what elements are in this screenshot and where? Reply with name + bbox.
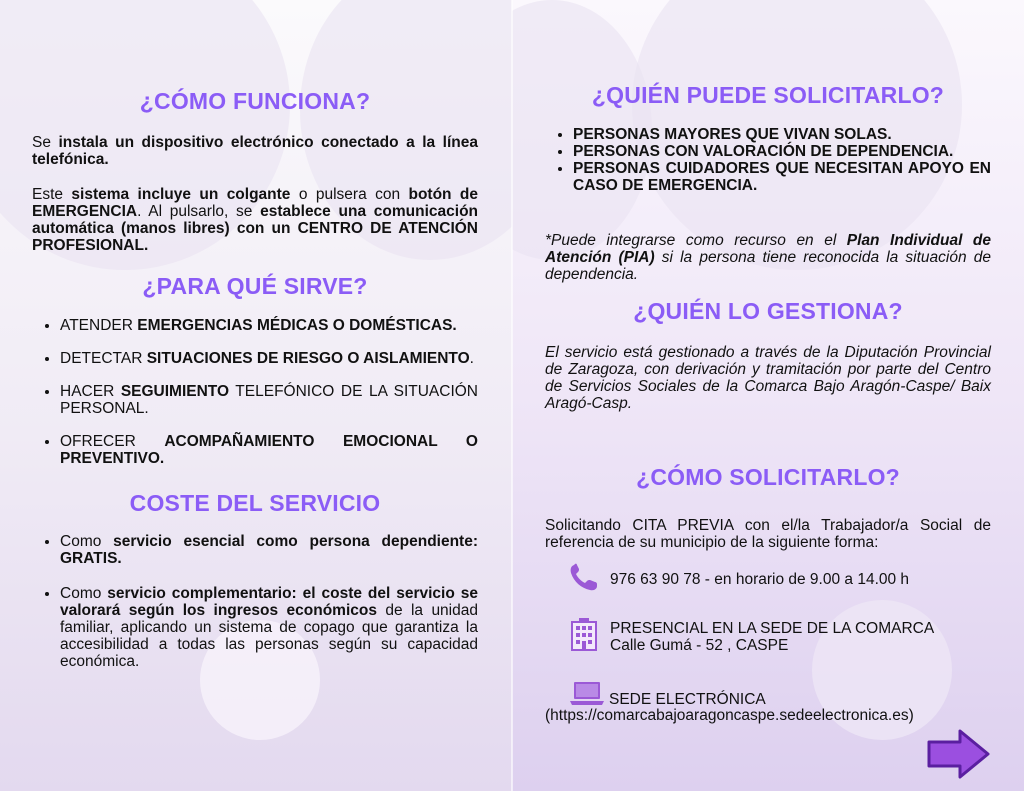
text-bold: sistema incluye un colgante: [71, 186, 291, 203]
presencial-line-1: PRESENCIAL EN LA SEDE DE LA COMARCA: [610, 620, 935, 637]
text-bold: SITUACIONES DE RIESGO O AISLAMIENTO: [146, 350, 470, 367]
fold-divider: [511, 0, 513, 791]
text-span: Se: [32, 134, 59, 151]
list-item: • PERSONAS CUIDADORES QUE NECESITAN APOYO EN CASO DE EMERGENCIA.: [573, 160, 991, 194]
list-item: • PERSONAS MAYORES QUE VIVAN SOLAS.: [573, 126, 991, 143]
phone-text: 976 63 90 78 - en horario de 9.00 a 14.00 h: [610, 570, 910, 588]
text-bold: Plan Individual de Atención (PIA): [545, 232, 991, 266]
text-bold: servicio esencial como persona dependiente: GRATIS.: [60, 533, 478, 567]
heading-quien-lo-gestiona: ¿QUIÉN LO GESTIONA?: [633, 298, 903, 324]
text-span: ATENDER: [60, 317, 138, 334]
text-bold: servicio complementario: el coste del servicio se valorará según los ingresos económicos: [60, 585, 478, 619]
text-bold: ACOMPAÑAMIENTO EMOCIONAL O PREVENTIVO.: [60, 433, 478, 467]
heading-quien-puede-solicitarlo: ¿QUIÉN PUEDE SOLICITARLO?: [591, 82, 945, 108]
heading-como-solicitarlo: ¿CÓMO SOLICITARLO?: [636, 464, 900, 490]
list-item: • PERSONAS CON VALORACIÓN DE DEPENDENCIA.: [573, 143, 991, 160]
presencial-line-2: Calle Gumá - 52 , CASPE: [610, 637, 789, 654]
paragraph-funciona-2: [32, 186, 478, 254]
gestiona-paragraph: El servicio está gestionado a través de la Diputación Provincial de Zaragoza, con derivación y tramitación por parte del Centro de Servicios Sociales de la Comarca Bajo Aragón-Caspe/ Baix Aragó-Casp.: [545, 344, 991, 412]
heading-para-que-sirve: ¿PARA QUÉ SIRVE?: [142, 273, 368, 299]
next-arrow-icon[interactable]: [926, 728, 992, 785]
paragraph-funciona-1: [32, 134, 478, 168]
text-bold: EMERGENCIAS MÉDICAS O DOMÉSTICAS.: [137, 317, 457, 334]
quien-list: [551, 126, 991, 194]
sirve-list: [38, 317, 478, 483]
text-span: Como: [60, 533, 114, 550]
text-span: de la unidad familiar, aplicando un sistema de copago que garantiza la accesibilidad a todas las personas según su capacidad económica.: [60, 602, 478, 670]
phone-icon: [568, 562, 600, 597]
list-item: [60, 350, 478, 367]
list-item: [60, 433, 478, 467]
sede-url: (https://comarcabajoaragoncaspe.sedeelectronica.es): [545, 707, 914, 724]
text-span: OFRECER: [60, 433, 165, 450]
text-span: Como: [60, 585, 108, 602]
text-span: o pulsera con: [290, 186, 409, 203]
list-item: [60, 317, 478, 334]
text-span: .: [469, 350, 474, 367]
text-span: *Puede integrarse como recurso en el: [545, 232, 847, 249]
presencial-row: [568, 616, 934, 657]
text-span: si la persona tiene reconocida la situación de dependencia.: [545, 249, 992, 283]
pia-note: [545, 232, 991, 283]
presencial-text: [610, 620, 934, 654]
building-icon: [568, 616, 600, 657]
text-span: Este: [32, 186, 72, 203]
solicitar-paragraph: Solicitando CITA PREVIA con el/la Trabajador/a Social de referencia de su municipio de la siguiente forma:: [545, 517, 991, 551]
text-bold: botón de EMERGENCIA: [32, 186, 479, 220]
sede-text: SEDE ELECTRÓNICA: [609, 690, 766, 708]
coste-list: [38, 533, 478, 686]
text-span: HACER: [60, 383, 121, 400]
text-bold: SEGUIMIENTO: [120, 383, 230, 400]
list-item: [60, 383, 478, 417]
text-span: . Al pulsarlo, se: [137, 203, 261, 220]
text-span: DETECTAR: [60, 350, 147, 367]
text-bold: establece una comunicación automática (manos libres) con un CENTRO DE ATENCIÓN PROFESIONAL.: [32, 203, 479, 254]
phone-row: [568, 562, 909, 597]
text-bold: instala un dispositivo electrónico conectado a la línea telefónica.: [32, 134, 479, 168]
list-item: [60, 533, 478, 567]
heading-coste-servicio: COSTE DEL SERVICIO: [129, 490, 381, 516]
heading-como-funciona: ¿CÓMO FUNCIONA?: [139, 88, 371, 114]
list-item: [60, 585, 478, 670]
text-span: TELEFÓNICO DE LA SITUACIÓN PERSONAL.: [60, 383, 478, 417]
